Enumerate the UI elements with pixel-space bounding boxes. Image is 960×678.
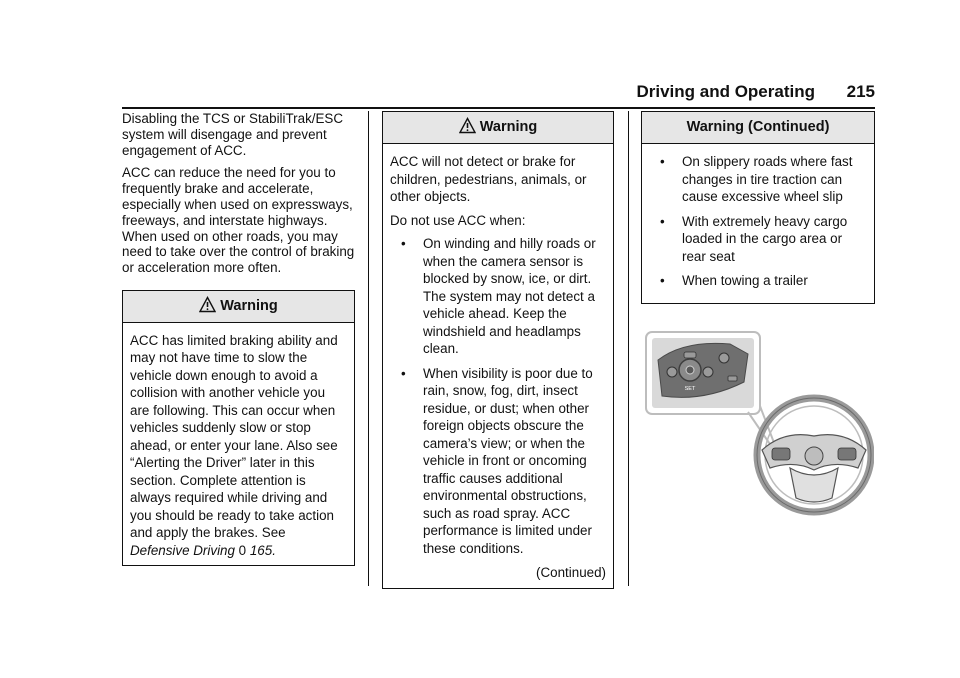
warning-triangle-icon bbox=[199, 294, 216, 325]
warning-bullet-list bbox=[390, 235, 606, 557]
warning-body bbox=[123, 323, 354, 566]
reference-arrow-icon: 0 bbox=[238, 542, 247, 558]
warning-title: Warning (Continued) bbox=[686, 119, 830, 135]
warning-triangle-icon bbox=[459, 115, 476, 146]
warning-para2: Do not use ACC when: bbox=[390, 212, 526, 228]
bullet-icon: • bbox=[660, 213, 665, 229]
warning-body bbox=[383, 144, 613, 588]
page-header bbox=[630, 82, 875, 108]
col1-para1: Disabling the TCS or StabiliTrak/ESC system will disengage and prevent engagement of ACC. bbox=[122, 111, 344, 158]
warning-title: Warning bbox=[479, 119, 538, 135]
warning-title: Warning bbox=[220, 297, 278, 314]
header-rule bbox=[122, 107, 875, 109]
continued-label: (Continued) bbox=[536, 565, 606, 580]
list-item: • On slippery roads where fast changes in tire traction can cause excessive wheel slip bbox=[660, 154, 853, 204]
column-divider-1 bbox=[368, 111, 369, 586]
column-divider-2 bbox=[628, 111, 629, 586]
reference-page: 165. bbox=[249, 542, 276, 558]
warning-bullet-list bbox=[649, 153, 867, 290]
bullet-icon: • bbox=[401, 236, 406, 251]
bullet-icon: • bbox=[660, 273, 665, 288]
warning-header bbox=[123, 291, 354, 323]
list-item: • When towing a trailer bbox=[660, 273, 808, 288]
warning-box-1 bbox=[122, 290, 355, 567]
section-title: Driving and Operating bbox=[636, 82, 815, 101]
warning-header bbox=[642, 112, 874, 144]
list-item: • When visibility is poor due to rain, snow, fog, dirt, insect residue, or dust; when other foreign objects obscure the camera’s view; or when the vehicle in front or oncoming traffic causes additional environmental obstructions, such as road spray. ACC performance is limited under these conditions. bbox=[401, 365, 593, 556]
page-number: 215 bbox=[846, 82, 875, 101]
column-2 bbox=[382, 111, 614, 589]
set-button-label: SET bbox=[684, 386, 696, 392]
warning-box-3 bbox=[641, 111, 875, 304]
bullet-icon: • bbox=[401, 365, 406, 381]
warning-body bbox=[642, 144, 874, 303]
column-3 bbox=[641, 111, 875, 304]
warning-box-2 bbox=[382, 111, 614, 589]
warning-text: ACC has limited braking ability and may not have time to slow the vehicle down enough to avoid a collision with another vehicle you are following. This can occur when vehicles suddenly slow or stop ahead, or enter your lane. Also see “Alerting the Driver” later in this section. Complete attention is always required while driving and you should be ready to take action and apply the brakes. See bbox=[130, 332, 338, 541]
column-1 bbox=[122, 111, 355, 566]
list-item: • On winding and hilly roads or when the camera sensor is blocked by snow, ice, or dirt. The system may not detect a vehicle ahead. Keep the windshield and headlamps clean. bbox=[401, 236, 596, 356]
steering-wheel-figure bbox=[644, 330, 874, 520]
steering-wheel-acc-controls-icon bbox=[644, 330, 874, 520]
bullet-icon: • bbox=[660, 154, 665, 169]
warning-header bbox=[383, 112, 613, 144]
cross-reference-link[interactable]: Defensive Driving bbox=[130, 542, 235, 558]
list-item: • With extremely heavy cargo loaded in the cargo area or rear seat bbox=[660, 213, 848, 264]
col1-para2: ACC can reduce the need for you to frequently brake and accelerate, especially when used on expressways, freeways, and interstate highways. When used on other roads, you may need to take over the control of braking or acceleration more often. bbox=[122, 165, 355, 276]
warning-para1: ACC will not detect or brake for children, pedestrians, animals, or other objects. bbox=[390, 154, 587, 204]
